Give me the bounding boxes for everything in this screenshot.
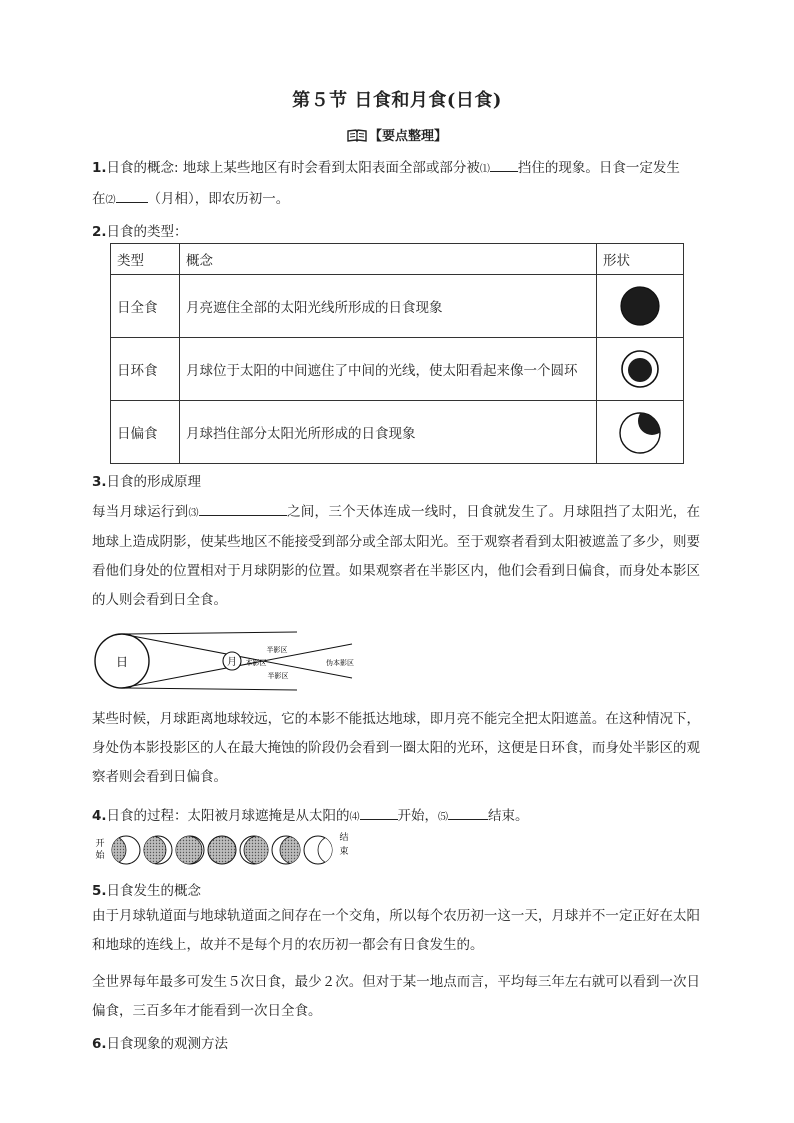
section-5-paragraph-2: 全世界每年最多可发生５次日食，最少２次。但对于某一地点而言，平均每三年左右就可以看到一次日偏食，三百多年才能看到一次日全食。 <box>92 974 700 1019</box>
section-4-text-a: 日食的过程：太阳被月球遮掩是从太阳的 <box>106 808 350 824</box>
table-row <box>111 401 684 464</box>
shape-cell <box>597 338 684 401</box>
type-cell: 日环食 <box>111 338 180 401</box>
phase-2 <box>138 836 172 864</box>
partial-eclipse-shape <box>616 408 664 456</box>
section-6-title: 日食现象的观测方法 <box>106 1036 229 1052</box>
end-label-2: 束 <box>339 847 349 857</box>
eclipse-formation-diagram <box>92 628 372 694</box>
section-5-paragraph-1: 由于月球轨道面与地球轨道面之间存在一个交角，所以每个农历初一这一天，月球并不一定正好在太阳和地球的连线上，故并不是每个月的农历初一都会有日食发生的。 <box>92 908 700 953</box>
book-icon <box>347 129 367 142</box>
pseudo-umbra-label: 伪本影区 <box>326 659 354 667</box>
section-1-line-2 <box>92 187 289 207</box>
subtitle-text: 【要点整理】 <box>368 129 447 144</box>
eclipse-types-table <box>110 243 684 464</box>
section-3-paragraph-1 <box>92 498 700 615</box>
concept-cell: 月亮遮住全部的太阳光线所形成的日食现象 <box>180 275 597 338</box>
shape-cell <box>597 275 684 338</box>
section-2-number: 2. <box>92 224 107 240</box>
section-5-heading <box>92 879 201 899</box>
blank-1[interactable] <box>490 159 518 172</box>
type-cell: 日偏食 <box>111 401 180 464</box>
concept-cell: 月球位于太阳的中间遮住了中间的光线，使太阳看起来像一个圆环 <box>180 338 597 401</box>
eclipse-process-diagram <box>92 830 372 870</box>
section-5-title: 日食发生的概念 <box>106 883 202 899</box>
header-concept: 概念 <box>180 244 597 275</box>
header-shape: 形状 <box>597 244 684 275</box>
section-5-number: 5. <box>92 883 107 899</box>
section-1-number: 1. <box>92 160 107 176</box>
upper-penumbra-label: 半影区 <box>266 646 288 654</box>
section-3-text-b: 之间，三个天体连成一线时，日食就发生了。月球阻挡了太阳光，在地球上造成阴影，使某些地区不能接受到部分或全部太阳光。至于观察者看到太阳被遮盖了多少，则要看他们身处的位置相对于月球阴影的位置。如果观察者在半影区内，他们会看到日偏食，而身处本影区的人则会看到日全食。 <box>92 504 701 608</box>
blank-2-marker: ⑵ <box>105 195 116 206</box>
blank-5-marker: ⑸ <box>438 812 449 823</box>
concept-cell: 月球挡住部分太阳光所形成的日食现象 <box>180 401 597 464</box>
header-type: 类型 <box>111 244 180 275</box>
blank-3-marker: ⑶ <box>188 508 199 519</box>
lower-penumbra-label: 半影区 <box>267 672 289 680</box>
section-6-heading <box>92 1032 228 1052</box>
section-4-number: 4. <box>92 808 107 824</box>
section-4-text-b: 开始， <box>397 808 439 824</box>
blank-3[interactable] <box>199 503 287 516</box>
section-3-number: 3. <box>92 474 107 490</box>
section-3-text-a: 每当月球运行到 <box>92 504 189 520</box>
umbra-label: 本影区 <box>245 659 267 667</box>
sun-label: 日 <box>115 655 129 669</box>
section-2-heading <box>92 220 188 240</box>
annular-eclipse-shape <box>618 347 662 391</box>
phase-3 <box>174 836 204 864</box>
page-title: 第５节 日食和月食(日食) <box>292 90 502 111</box>
end-label-1: 结 <box>339 833 349 843</box>
table-header-row <box>111 244 684 275</box>
section-subtitle <box>0 125 794 144</box>
section-3-paragraph-2: 某些时候，月球距离地球较远，它的本影不能抵达地球，即月亮不能完全把太阳遮盖。在这种情况下，身处伪本影投影区的人在最大掩蚀的阶段仍会看到一圈太阳的光环，这便是日环食，而身处半影区的观察者则会看到日偏食。 <box>92 711 700 785</box>
table-row <box>111 275 684 338</box>
table-row <box>111 338 684 401</box>
section-1-text-a: 日食的概念: 地球上某些地区有时会看到太阳表面全部或部分被 <box>106 160 480 176</box>
section-1-text-c: 在 <box>92 191 106 207</box>
blank-4-marker: ⑷ <box>349 812 360 823</box>
start-label-2: 始 <box>95 851 105 861</box>
blank-4[interactable] <box>360 807 398 820</box>
section-1-text-d: （月相），即农历初一。 <box>147 191 290 207</box>
phase-5 <box>240 836 272 864</box>
section-4-text-c: 结束。 <box>488 808 529 824</box>
phase-4 <box>208 836 236 864</box>
section-4-line <box>92 804 529 824</box>
phase-6 <box>272 836 308 864</box>
section-1-text-b: 挡住的现象。日食一定发生 <box>517 160 680 176</box>
section-3-heading <box>92 470 201 490</box>
blank-2[interactable] <box>116 190 148 203</box>
blank-5[interactable] <box>448 807 488 820</box>
shape-cell <box>597 401 684 464</box>
start-label-1: 开 <box>95 839 105 849</box>
section-3-title: 日食的形成原理 <box>106 474 202 490</box>
section-2-title: 日食的类型： <box>106 224 188 240</box>
type-cell: 日全食 <box>111 275 180 338</box>
total-eclipse-shape <box>618 284 662 328</box>
section-6-number: 6. <box>92 1036 107 1052</box>
section-1-line-1 <box>92 156 680 176</box>
moon-label: 月 <box>227 657 237 668</box>
blank-1-marker: ⑴ <box>479 164 490 175</box>
